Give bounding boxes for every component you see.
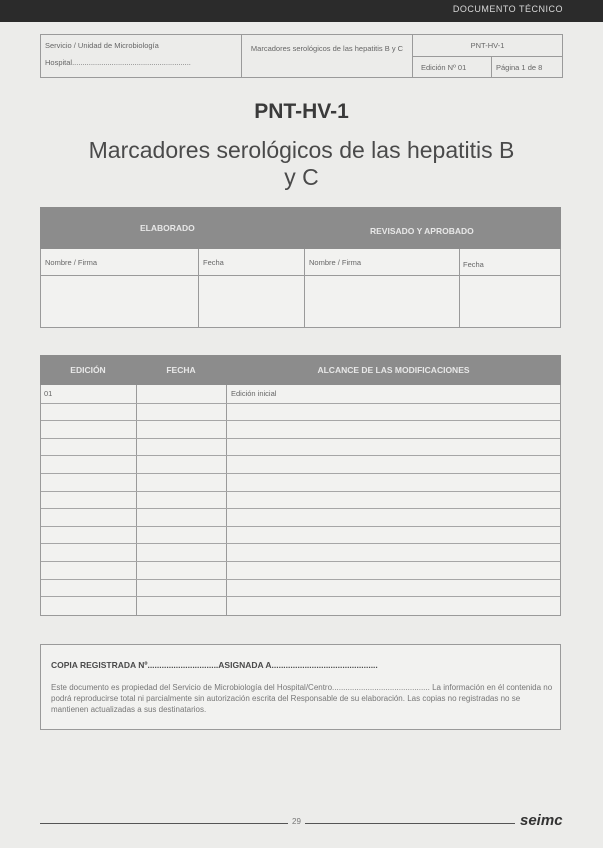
table-row-rule — [41, 508, 560, 509]
elaborated-name-label: Nombre / Firma — [45, 258, 98, 267]
header-edition: Edición Nº 01 — [421, 63, 467, 72]
footer-rule — [40, 823, 515, 824]
header-code: PNT-HV-1 — [470, 41, 505, 50]
edition-header: EDICIÓN — [70, 365, 106, 375]
header-title-cell — [242, 35, 413, 77]
scope-header: ALCANCE DE LAS MODIFICACIONES — [317, 365, 470, 375]
table-row-rule — [41, 561, 560, 562]
table-row-rule — [41, 473, 560, 474]
header-code-cell — [413, 35, 562, 77]
modifications-header-row — [40, 355, 561, 385]
table-row-rule — [41, 403, 560, 404]
document-main-title: Marcadores serológicos de las hepatitis B y C — [88, 137, 515, 190]
reviewed-header: REVISADO Y APROBADO — [370, 226, 474, 236]
approval-header-row — [40, 207, 561, 249]
top-bar — [0, 0, 603, 22]
reviewed-date-label: Fecha — [463, 260, 484, 269]
table-row-rule — [41, 526, 560, 527]
table-row-rule — [41, 543, 560, 544]
table-row-rule — [41, 438, 560, 439]
header-unit-line1: Servicio / Unidad de Microbiología — [45, 41, 159, 50]
date-header: FECHA — [166, 365, 196, 375]
footer-page-number: 29 — [288, 817, 305, 826]
header-unit-cell — [41, 35, 242, 77]
approval-body — [40, 249, 561, 328]
document-code-title: PNT-HV-1 — [254, 100, 349, 123]
table-row-rule — [41, 579, 560, 580]
ownership-notice: Este documento es propiedad del Servicio de Microbiología del Hospital/Centro............................................ La información en él contenida no podrá reproducirse total ni parcialmente sin autorización escrita del Responsable de su elaboración. Las copias no registradas no se mantienen actualizadas a sus destinatarios. — [51, 683, 553, 714]
registered-copy-title: COPIA REGISTRADA Nº..............................ASIGNADA A............................................. — [51, 660, 378, 670]
reviewed-name-label: Nombre / Firma — [309, 258, 362, 267]
elaborated-header: ELABORADO — [140, 223, 195, 233]
row-1-scope: Edición inicial — [231, 389, 277, 398]
header-page: Página 1 de 8 — [496, 63, 543, 72]
header-unit-line2: Hospital......................................................... — [45, 58, 191, 67]
table-row-rule — [41, 455, 560, 456]
elaborated-date-label: Fecha — [203, 258, 224, 267]
approval-table — [40, 207, 561, 328]
modifications-body — [40, 385, 561, 616]
table-row-rule — [41, 491, 560, 492]
header-doc-title: Marcadores serológicos de las hepatitis B y C — [250, 44, 404, 53]
document-header-table — [40, 34, 563, 78]
table-row-rule — [41, 420, 560, 421]
table-row-rule — [41, 596, 560, 597]
row-1-edition: 01 — [44, 389, 53, 398]
document-type-label: DOCUMENTO TÉCNICO — [452, 4, 563, 14]
modifications-table — [40, 355, 561, 617]
registered-copy-box — [40, 644, 561, 730]
seimc-logo: seimc — [520, 812, 563, 829]
